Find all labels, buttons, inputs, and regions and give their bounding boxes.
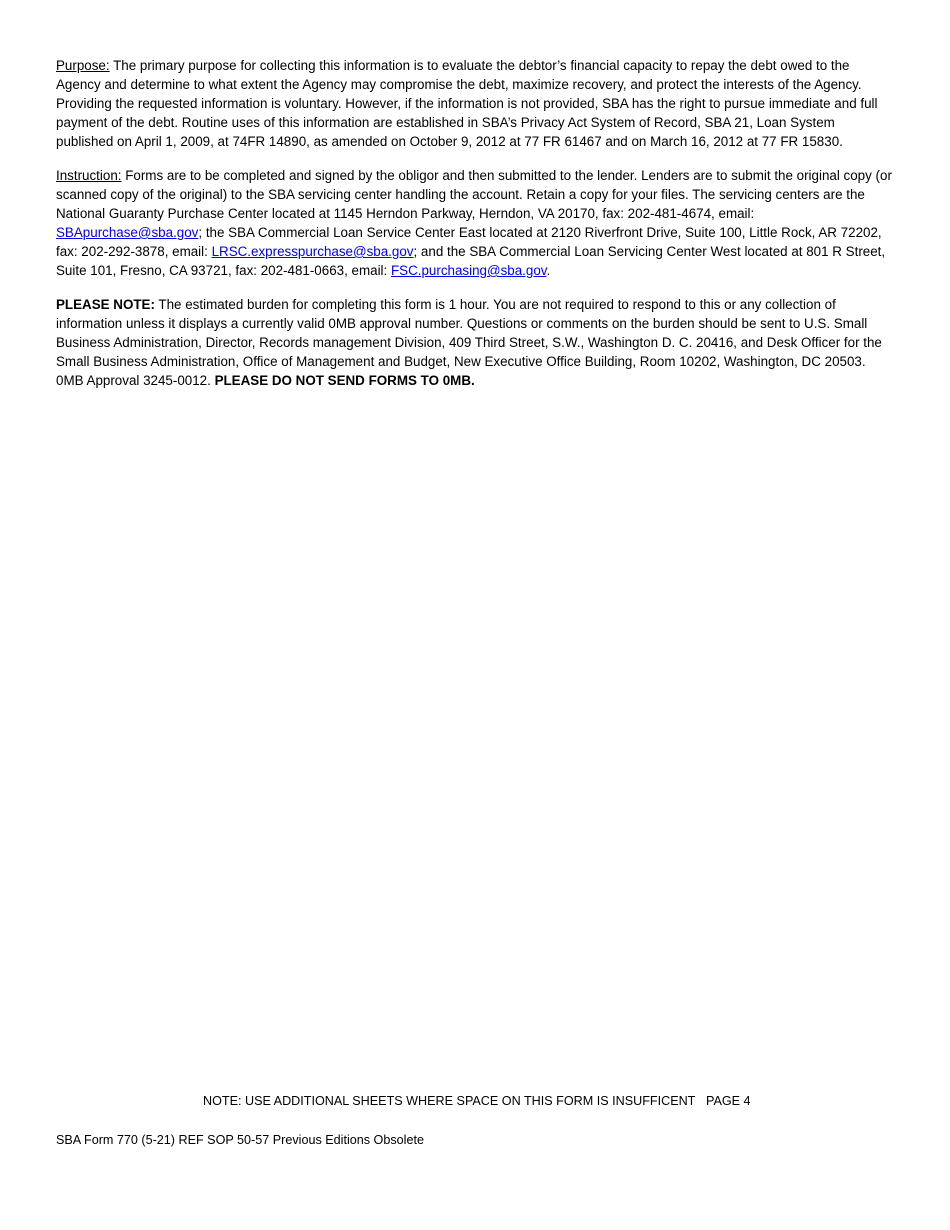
footer-note-line bbox=[203, 1092, 763, 1111]
instruction-text-3: ; and the SBA Commercial Loan Servicing Center West located at 801 R Street, Suite 101, Fresno, CA 93721, fax: 202-481-0663, email: bbox=[56, 244, 886, 278]
instruction-text-4: . bbox=[546, 263, 551, 278]
form-identifier: SBA Form 770 (5-21) REF SOP 50-57 Previous Editions Obsolete bbox=[56, 1133, 424, 1147]
email-link-fsc[interactable]: FSC.purchasing@sba.gov bbox=[390, 263, 547, 278]
instruction-label: Instruction: bbox=[56, 168, 122, 183]
please-note-closing: PLEASE DO NOT SEND FORMS TO 0MB. bbox=[214, 373, 475, 388]
instruction-text-1: Forms are to be completed and signed by the obligor and then submitted to the lender. Lenders are to submit the original copy (or scanned copy of the original) to the SBA servicing center handling the account. Retain a copy for your files. The servicing centers are the National Guaranty Purchase Center located at 1145 Herndon Parkway, Herndon, VA 20170, fax: 202-481-4674, email: bbox=[56, 168, 892, 221]
footer-note: NOTE: USE ADDITIONAL SHEETS WHERE SPACE ON THIS FORM IS INSUFFICENT bbox=[203, 1094, 696, 1108]
please-note-paragraph bbox=[56, 295, 894, 390]
page-number: PAGE 4 bbox=[706, 1094, 751, 1108]
instruction-paragraph bbox=[56, 166, 894, 280]
document-body bbox=[56, 56, 894, 405]
email-link-lrsc[interactable]: LRSC.expresspurchase@sba.gov bbox=[211, 244, 414, 259]
purpose-text: The primary purpose for collecting this information is to evaluate the debtor’s financial capacity to repay the debt owed to the Agency and determine to what extent the Agency may compromise the debt, maximize recovery, and protect the interests of the Agency. Providing the requested information is voluntary. However, if the information is not provided, SBA has the right to pursue immediate and full payment of the debt. Routine uses of this information are established in SBA’s Privacy Act System of Record, SBA 21, Loan System published on April 1, 2009, at 74FR 14890, as amended on October 9, 2012 at 77 FR 61467 and on March 16, 2012 at 77 FR 15830. bbox=[56, 58, 878, 149]
purpose-label: Purpose: bbox=[56, 58, 110, 73]
purpose-paragraph bbox=[56, 56, 894, 151]
please-note-text: The estimated burden for completing this form is 1 hour. You are not required to respond to this or any collection of information unless it displays a currently valid 0MB approval number. Questions or comments on the burden should be sent to U.S. Small Business Administration, Director, Records management Division, 409 Third Street, S.W., Washington D. C. 20416, and Desk Officer for the Small Business Administration, Office of Management and Budget, New Executive Office Building, Room 10202, Washington, DC 20503. 0MB Approval 3245-0012. bbox=[56, 297, 882, 388]
email-link-sbapurchase[interactable]: SBApurchase@sba.gov bbox=[56, 225, 199, 240]
instruction-text-2: ; the SBA Commercial Loan Service Center East located at 2120 Riverfront Drive, Suite 100, Little Rock, AR 72202, fax: 202-292-3878, email: bbox=[56, 225, 882, 259]
please-note-label: PLEASE NOTE: bbox=[56, 297, 155, 312]
